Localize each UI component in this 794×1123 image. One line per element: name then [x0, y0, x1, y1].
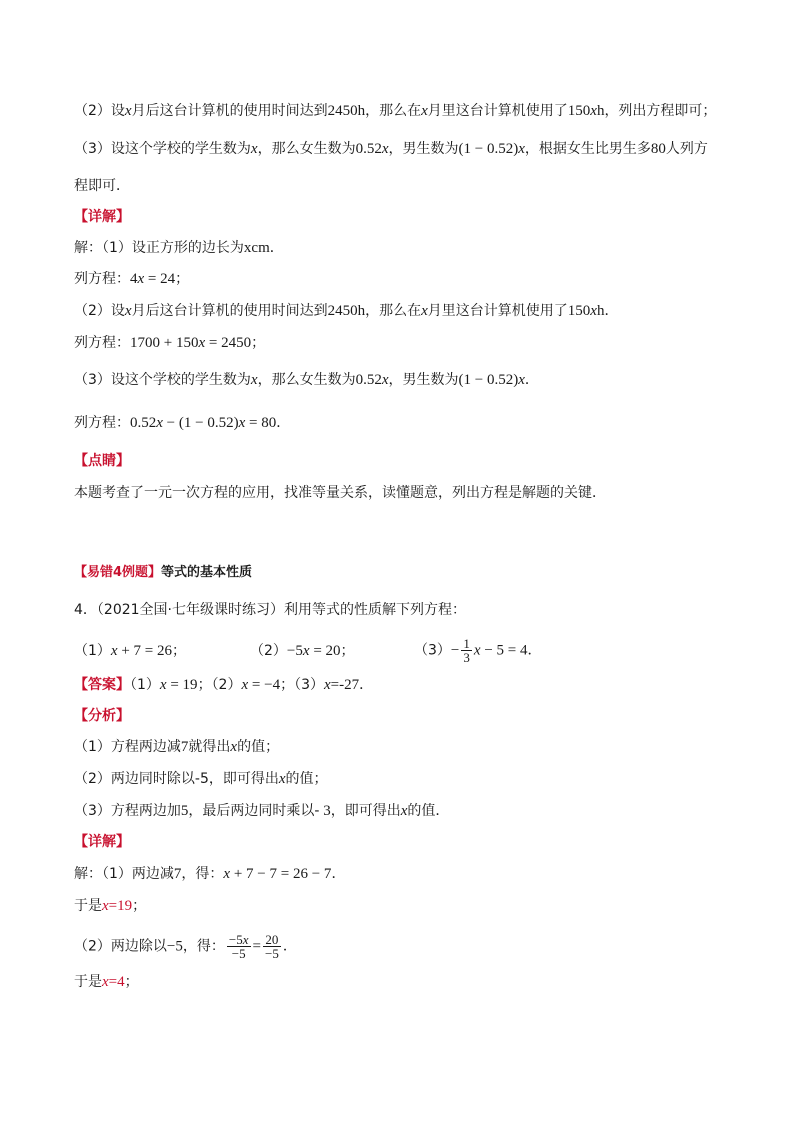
text: （3） [294, 677, 324, 693]
fraction-denominator: −5 [264, 946, 279, 961]
text: ； [172, 642, 187, 659]
text: ，得： [181, 866, 224, 882]
text: ． [331, 866, 346, 882]
detail-equation-1 [74, 269, 189, 289]
fraction-numerator: 1 [463, 636, 470, 651]
text: ，那么女生数为 [257, 141, 356, 157]
text: ，那么女生数为 [257, 372, 356, 388]
answer-tag: 【答案】 [74, 677, 130, 693]
text: ； [132, 898, 147, 914]
math-expr: = 20 [309, 642, 341, 659]
fraction-denominator: 3 [463, 650, 470, 665]
text: （2） [211, 677, 242, 693]
text: 就得出 [188, 739, 231, 755]
var-x: x [137, 271, 145, 287]
var-x: x [124, 103, 132, 119]
text: ，得： [182, 938, 225, 955]
problem-equations [74, 637, 541, 664]
text: ． [282, 938, 297, 955]
solution-result-2 [74, 972, 139, 992]
text: ． [276, 415, 291, 431]
var-x: x [238, 415, 246, 431]
math-expr: 1700 + 150 [130, 335, 199, 351]
text: ，列出方程即可； [604, 103, 717, 119]
solution-step-1 [74, 864, 345, 884]
text: （2） [250, 642, 287, 659]
math-value: 80 [650, 141, 666, 157]
comment-text: 本题考查了一元一次方程的应用，找准等量关系，读懂题意，列出方程是解题的关键． [74, 485, 606, 501]
math-value: 5 [180, 803, 189, 819]
analysis-step-2 [74, 769, 328, 789]
section-heading [74, 563, 252, 583]
math-value: 0.52 [355, 141, 382, 157]
text: （1）方程两边减 [74, 739, 181, 755]
text: 人列方 [665, 141, 708, 157]
text: 的值； [285, 771, 328, 787]
math-value: 2450h [327, 103, 366, 119]
var-x: x [381, 141, 389, 157]
text: （2）设 [74, 303, 125, 319]
text: （3） [414, 642, 451, 659]
text: ，根据女生比男生多 [524, 141, 651, 157]
text: ； [251, 335, 266, 351]
analysis-item-3-cont: 程即可． [74, 178, 130, 194]
var-x: x [400, 803, 408, 819]
var-x: x [198, 335, 206, 351]
detail-heading-2: 【详解】 [74, 834, 130, 850]
fraction-right [263, 933, 281, 960]
var-x: x [102, 898, 109, 914]
analysis-item-2 [74, 101, 716, 121]
var-x: x [230, 739, 238, 755]
math-expr: = 19 [166, 677, 198, 693]
analysis-heading: 【分析】 [74, 708, 130, 724]
var-x: x [381, 372, 389, 388]
text: 列方程： [74, 335, 130, 351]
section-tag: 【易错4例题】 [74, 565, 162, 580]
detail-equation-2 [74, 333, 265, 353]
text: ； [124, 974, 139, 990]
text: （2）两边同时除以-5，即可得出 [74, 771, 279, 787]
text: ； [340, 642, 355, 659]
text: ，最后两边同时乘以- [188, 803, 320, 819]
solution-step-2 [74, 933, 297, 960]
text: ； [280, 677, 295, 693]
answer-line [74, 675, 373, 695]
detail-step-2 [74, 301, 618, 321]
text: 的值． [407, 803, 450, 819]
var-x: x [302, 642, 310, 659]
text: 列方程： [74, 271, 130, 287]
text: ，那么在 [365, 303, 422, 319]
var-x: x [278, 771, 286, 787]
fraction-left [227, 933, 251, 960]
fraction-denominator: −5 [231, 946, 246, 961]
text: ． [269, 240, 284, 256]
text: ，男生数为 [388, 372, 459, 388]
math-value: 4 [130, 271, 138, 287]
var-x: x [242, 932, 249, 947]
detail-step-3 [74, 370, 539, 390]
var-x: x [156, 415, 163, 431]
math-value: 7 [173, 866, 182, 882]
text: （3）设这个学校的学生数为 [74, 372, 251, 388]
text: 月后这台计算机的使用时间达到 [131, 103, 328, 119]
math-expr: = 80 [245, 415, 277, 431]
math-expr: =19 [108, 898, 133, 914]
text: ． [359, 677, 374, 693]
text: ； [197, 677, 212, 693]
analysis-step-3 [74, 801, 449, 821]
math-value: 150 [567, 303, 591, 319]
math-expr: + 7 − 7 = 26 − 7 [230, 866, 332, 882]
text: ，男生数为 [388, 141, 459, 157]
math-expr: − (1 − 0.52) [162, 415, 239, 431]
section-title: 等式的基本性质 [161, 565, 253, 580]
text: （3）方程两边加 [74, 803, 181, 819]
var-x: x [421, 103, 428, 119]
detail-heading: 【详解】 [74, 209, 130, 225]
problem-statement: 4．（2021全国·七年级课时练习）利用等式的性质解下列方程： [74, 602, 466, 618]
text: ； [175, 271, 190, 287]
math-expr: + 7 = 26 [117, 642, 173, 659]
detail-equation-3 [74, 413, 290, 433]
math-expr: = −4 [248, 677, 281, 693]
math-value: 2450h [327, 303, 366, 319]
equals-sign: = [252, 938, 261, 955]
var-x: x [223, 866, 231, 882]
text: 于是 [74, 898, 102, 914]
text: ，那么在 [365, 103, 422, 119]
equation-2 [250, 641, 414, 661]
text: ，即可得出 [330, 803, 401, 819]
comment-heading: 【点睛】 [74, 453, 130, 469]
analysis-step-1 [74, 737, 279, 757]
text: ． [527, 642, 542, 659]
text: ． [524, 372, 539, 388]
math-value: 150 [567, 103, 591, 119]
var-x: x [590, 103, 597, 119]
fraction-numerator [227, 933, 251, 947]
var-x: x [250, 141, 258, 157]
text: ． [604, 303, 619, 319]
equation-1 [74, 641, 250, 661]
detail-step-1 [74, 238, 284, 258]
math-expr: − 5 = 4 [480, 642, 528, 659]
math-expr: =-27 [330, 677, 360, 693]
math-expr: (1 − 0.52) [458, 372, 519, 388]
math-expr: (1 − 0.52) [458, 141, 519, 157]
text: （2）设 [74, 103, 125, 119]
math-expr: = 24 [144, 271, 176, 287]
var-x: x [250, 372, 258, 388]
math-unit: h [596, 303, 605, 319]
var-x: x [324, 677, 331, 693]
text: （1） [130, 677, 160, 693]
text: 的值； [237, 739, 280, 755]
math-expr: =4 [108, 974, 125, 990]
math-unit: h [596, 103, 605, 119]
text: 于是 [74, 974, 102, 990]
text: 解：（1）两边减 [74, 866, 174, 882]
math-sign: − [450, 642, 460, 659]
text: 月后这台计算机的使用时间达到 [131, 303, 328, 319]
solution-result-1 [74, 896, 146, 916]
text: 解：（1）设正方形的边长为 [74, 240, 244, 256]
var-x: x [590, 303, 597, 319]
var-x: x [518, 141, 525, 157]
var-x: x [241, 677, 249, 693]
var-x: x [518, 372, 525, 388]
text: （3）设这个学校的学生数为 [74, 141, 251, 157]
text: 列方程： [74, 415, 130, 431]
var-x: x [421, 303, 428, 319]
text: （2）两边除以 [74, 938, 167, 955]
math-value: 3 [319, 803, 331, 819]
text: 月里这台计算机使用了 [427, 103, 568, 119]
var-x: x [124, 303, 132, 319]
math-value: 0.52 [355, 372, 382, 388]
fraction-one-third [461, 637, 472, 664]
math-value: 7 [180, 739, 189, 755]
var-x: x [159, 677, 167, 693]
text: 月里这台计算机使用了 [427, 303, 568, 319]
var-x: x [110, 642, 118, 659]
equation-3 [414, 637, 541, 664]
fraction-numerator: 20 [263, 933, 281, 947]
math-value: −5 [286, 642, 303, 659]
math-value: −5 [166, 938, 183, 955]
analysis-item-3 [74, 139, 708, 159]
math-value: −5 [228, 932, 243, 947]
math-value: xcm [243, 240, 270, 256]
math-value: 0.52 [130, 415, 157, 431]
text: （1） [74, 642, 111, 659]
var-x: x [102, 974, 109, 990]
math-expr: = 2450 [205, 335, 252, 351]
var-x: x [473, 642, 481, 659]
